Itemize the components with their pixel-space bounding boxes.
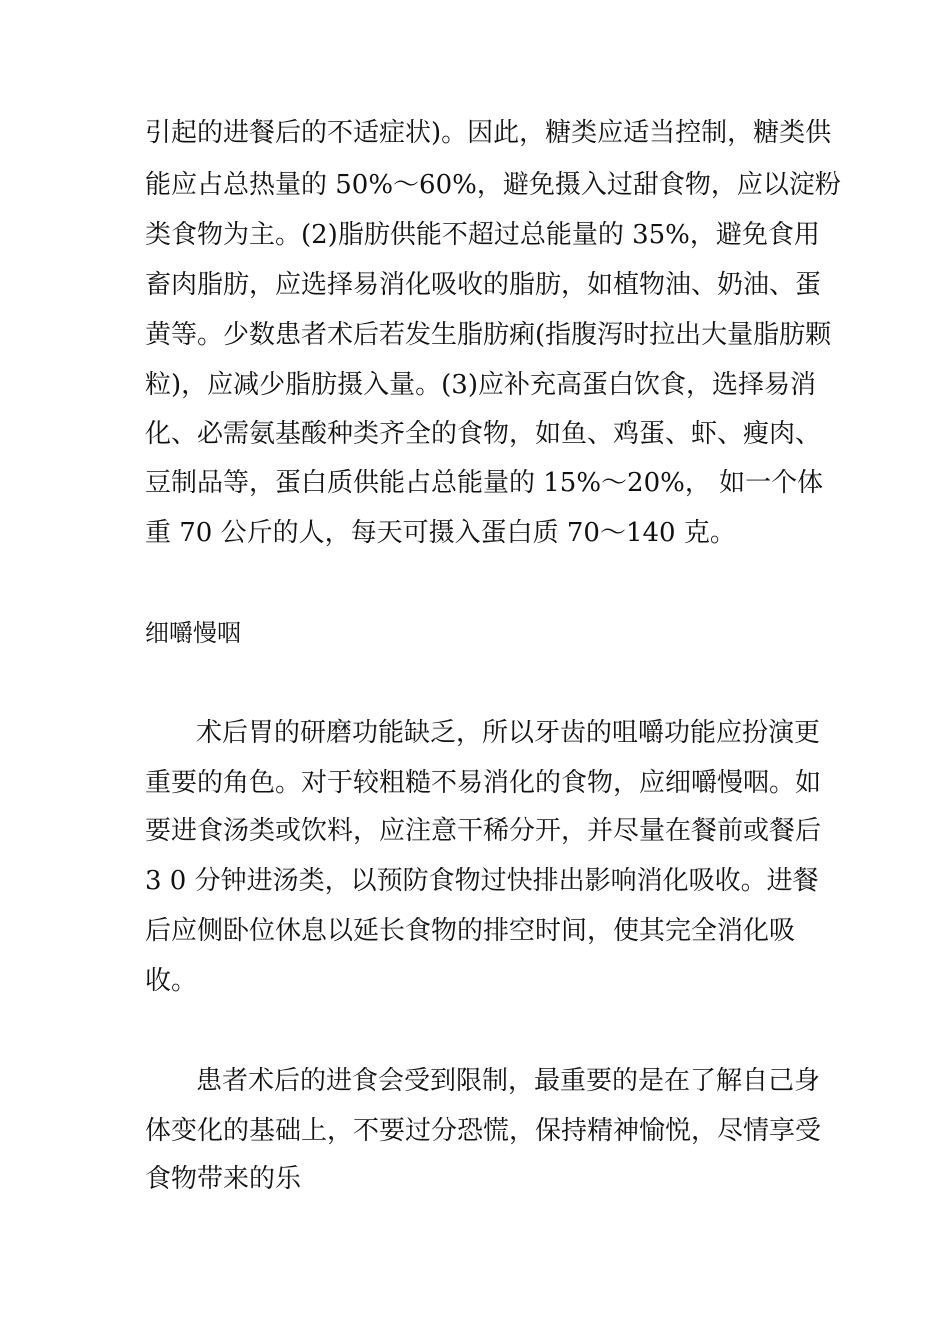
text-line: 重要的角色。对于较粗糙不易消化的食物，应细嚼慢咽。如 <box>145 768 822 798</box>
text-line: 化、必需氨基酸种类齐全的食物，如鱼、鸡蛋、虾、瘦肉、 <box>145 419 822 449</box>
text-line: 黄等。少数患者术后若发生脂肪痢(指腹泻时拉出大量脂肪颗 <box>145 320 832 350</box>
text-line: 3 0 分钟进汤类，以预防食物过快排出影响消化吸收。进餐 <box>145 866 819 896</box>
text-line: 类食物为主。(2)脂肪供能不超过总能量的 35%，避免食用 <box>145 220 820 250</box>
text-line: 术后胃的研磨功能缺乏，所以牙齿的咀嚼功能应扮演更 <box>196 718 821 748</box>
text-line: 引起的进餐后的不适症状)。因此，糖类应适当控制，糖类供 <box>145 118 832 148</box>
text-line: 要进食汤类或饮料，应注意干稀分开，并尽量在餐前或餐后 <box>145 816 822 846</box>
text-line: 患者术后的进食会受到限制，最重要的是在了解自己身 <box>196 1066 821 1096</box>
text-line: 体变化的基础上，不要过分恐慌，保持精神愉悦，尽情享受 <box>145 1116 822 1146</box>
text-line: 重 70 公斤的人，每天可摄入蛋白质 70～140 克。 <box>145 518 736 548</box>
text-line: 食物带来的乐 <box>145 1164 302 1194</box>
text-line: 粒)，应减少脂肪摄入量。(3)应补充高蛋白饮食，选择易消 <box>145 370 816 400</box>
text-line: 豆制品等，蛋白质供能占总能量的 15%～20%， 如一个体 <box>145 468 824 498</box>
text-line: 后应侧卧位休息以延长食物的排空时间，使其完全消化吸 <box>145 916 796 946</box>
section-heading: 细嚼慢咽 <box>145 619 241 647</box>
text-line: 收。 <box>145 966 198 996</box>
text-line: 能应占总热量的 50%～60%，避免摄入过甜食物，应以淀粉 <box>145 170 841 200</box>
text-line: 畜肉脂肪，应选择易消化吸收的脂肪，如植物油、奶油、蛋 <box>145 270 822 300</box>
